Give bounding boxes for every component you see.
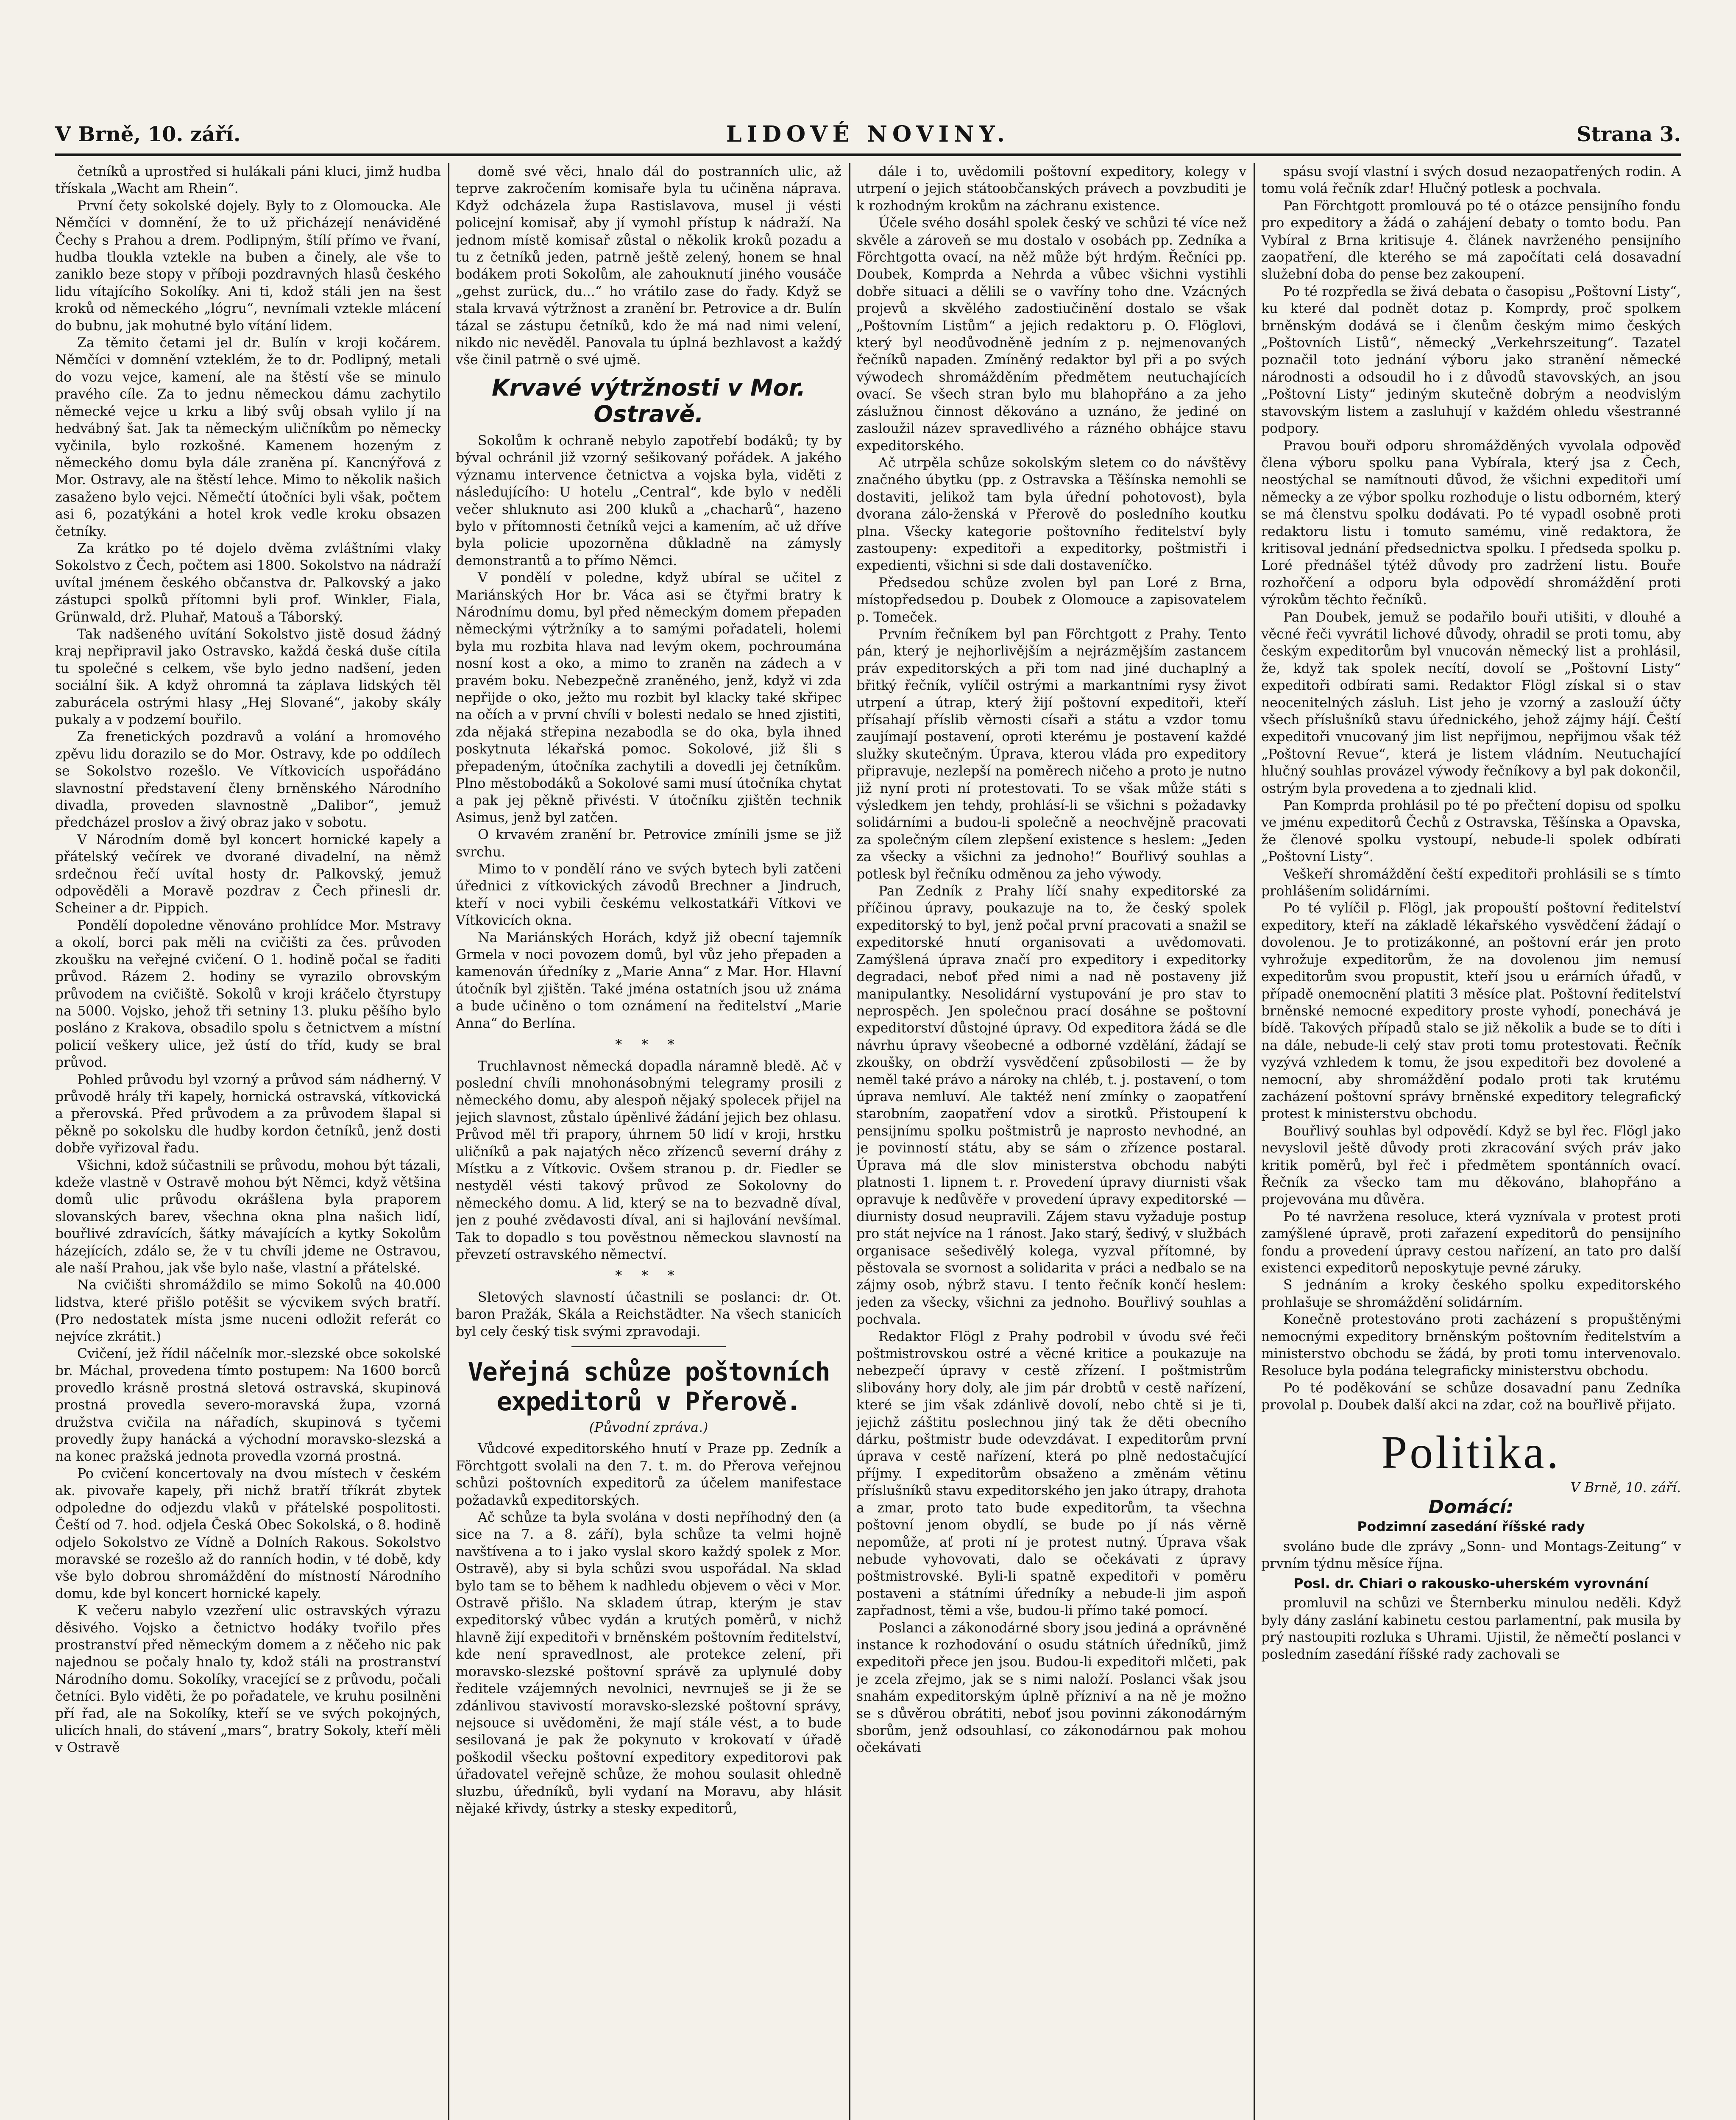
- article-paragraph: Pan Doubek, jemuž se podařilo bouři utišiti, v dlouhé a věcné řeči vyvrátil lichové důvody, ohradil se proti tomu, aby českým expeditorům byl vnucován německý list a prohlásil, že, když tak spolek necítí, dovolí se „Poštovní Listy“ expeditoři odbírati sami. Redaktor Flögl získal si o stav neocenitelných zásluh. List jeho je vzorný a zaslouží účty všech příslušníků stavu úřednického, jehož zájmy hájí. Čeští expeditoři vnucovaný jim list nepřijmou, nepřijmou však též „Poštovní Revue“, která je listem vládním. Neutuchající hlučný souhlas provázel výwody řečníkovy a byl pak dokončil, ostrým byla provedena a to zjednali klid.: [1261, 609, 1681, 796]
- headline-krvave-vytrznosti: Krvavé výtržnosti v Mor. Ostravě.: [491, 374, 806, 427]
- article-paragraph: Po té vylíčil p. Flögl, jak propouští poštovní ředitelství expeditory, kteří na základě lékařského vysvědčení žádají o dovolenou. Je to protizákonné, an poštovní erár jen proto vyhrožuje expeditorům, že na dovolenou jim nemusí expeditorům svou propustit, kteří jsou u erárních úřadů, v případě onemocnění platiti 3 měsíce plat. Poštovní ředitelství brněnské nemocné expeditory proste vyhodí, ponechává je bídě. Takových případů stalo se již několik a bude se to díti i na dále, nebude-li celý stav proti tomu protestovati. Řečník vyzývá vzhledem k tomu, že jsou expeditoři bez dovolené a nemocní, aby shromáždění podalo proti tak krutému zacházení poštovní správy brněnské expeditory telegrafický protest k ministerstvu obchodu.: [1261, 901, 1681, 1122]
- article-paragraph: četníků a uprostřed si hulákali páni kluci, jimž hudba třískala „Wacht am Rhein“.: [55, 164, 441, 197]
- subsection-domaci: Domácí:: [1428, 1496, 1514, 1518]
- article-paragraph: Veškeří shromáždění čeští expeditoři prohlásili se s tímto prohlášením solidárními.: [1261, 866, 1681, 899]
- article-paragraph: Truchlavnost německá dopadla náramně bledě. Ač v poslední chvíli mnohonásobnými telegramy prosili z německého domu, aby alespoň nějaký spolecek přijel na jejich slavnost, zůstalo úpěnlivé žádání jejich bez ohlasu. Průvod měl tři prapory, úhrnem 50 lidí v kroji, hrstku uličníků a pak najatých něco zřízenců severní dráhy z Místku a z Vítkovic. Ovšem stranou p. dr. Fiedler se nestyděl vésti takový průvod ze Sokolovny do německého domu. A lid, který se na to bezvadně díval, jen z pouhé zvědavosti díval, ani si hajlování nevšímal. Tak to dopadlo s tou pověstnou německou slavností na převzetí ostravského němectví.: [456, 1058, 842, 1262]
- page-number: Strana 3.: [1576, 123, 1681, 146]
- byline: (Původní zpráva.): [589, 1420, 708, 1435]
- headline-verejna-schuze: [456, 1357, 842, 1417]
- article-paragraph: Po té rozpředla se živá debata o časopisu „Poštovní Listy“, ku které dal podnět dotaz p. Komprdy, proč spolkem brněnským dodává se i členům českým mimo českých „Poštovních Listů“, německý „Verkehrszeitung“. Tazatel poznačil toto jednání výboru jako stranění německé národnosti a odsoudil ho i z důvodů stavovských, an jsou „Poštovní Listy“ jediným skutečně dobrým a neodvislým stavovským listem a zasluhují v každém ohledu všestranné podpory.: [1261, 284, 1681, 437]
- masthead: LIDOVÉ NOVINY.: [726, 121, 1010, 147]
- header-rule: [55, 153, 1681, 156]
- subheading-chiari: Posl. dr. Chiari o rakousko-uherském vyrovnání: [1293, 1576, 1649, 1591]
- article-paragraph: Předsedou schůze zvolen byl pan Loré z Brna, místopředsedou p. Doubek z Olomouce a zapisovatelem p. Tomeček.: [856, 575, 1246, 625]
- column-3: [856, 163, 1246, 2120]
- column-4: [1261, 163, 1681, 2120]
- article-paragraph: K večeru nabylo vzezření ulic ostravských výrazu děsivého. Vojsko a četnictvo hodáky tvořilo přes prostranství před německým domem a z něčeho nic pak najednou se počaly hnalo ty, kdož stáli na prostranství Národního domu. Sokolíky, vracející se z průvodu, počali četníci. Bylo viděti, že po pořadatele, ve kruhu posilněni pří řad, ale na Sokolíky, kteří se ve svých pokojných, ulicích hnali, do stávení „mars“, bratry Sokoly, kteří měli v Ostravě: [55, 1603, 441, 1756]
- article-paragraph: O krvavém zranění br. Petrovice zmínili jsme se již svrchu.: [456, 827, 842, 860]
- article-paragraph: Pan Komprda prohlásil po té po přečtení dopisu od spolku ve jménu expeditorů Čechů z Ostravska, Těšínska a Opavska, že členové spolku vystoupí, nebude-li spolek odbírati „Poštovní Listy“.: [1261, 798, 1681, 865]
- article-paragraph: Pravou bouři odporu shromážděných vyvolala odpověď člena výboru spolku pana Vybírala, který jsa z Čech, neostýchal se namítnouti důvod, že všichni expeditoři umí německy a ze výbor spolku rozhoduje o listu odborném, který se má členstvu spolku dodávati. Po té vypadl osobně proti redaktoru listu i tomuto samému, vině redaktora, že kritisoval jednání předsednictva spolku. I předseda spolku p. Loré přednášel týtéž důvody pro zadržení listu. Bouře rozhořčení a odporu byla odpovědí shromáždění proti výrokům těchto řečníků.: [1261, 438, 1681, 608]
- headline-line: Veřejná schůze poštovních: [468, 1357, 830, 1387]
- article-paragraph: Po té poděkování se schůze dosavadní panu Zedníka provolal p. Doubek další akci na zdar, což na bouřlivě přijato.: [1261, 1380, 1681, 1413]
- article-paragraph: V Národním domě byl koncert hornické kapely a přátelský večírek ve dvorané divadelní, na němž srdečnou řečí uvítal hosty dr. Palkovský, jemuž odpověděli a Moravě pozdrav z Čech přinesli dr. Scheiner a dr. Pippich.: [55, 832, 441, 916]
- article-paragraph: Konečně protestováno proti zacházení s propuštěnými nemocnými expeditory brněnským poštovním ředitelstvím a ministerstvo obchodu se žádá, by proti tomu intervenovalo. Resoluce byla podána telegraficky ministerstvu obchodu.: [1261, 1312, 1681, 1379]
- article-paragraph: domě své věci, hnalo dál do postranních ulic, až teprve zakročením komisaře byla tu učiněna náprava. Když odcházela župa Rastislavova, musel ji vésti policejní komisař, aby jí vymohl přístup k nádraží. Na jednom místě komisař zůstal o několik kroků pozadu a tu z četníků jeden, patrně ještě zelený, honem se hnal bodákem proti Sokolům, ale zahouknutí jiného vousáče „gehst zurück, du...“ ho vrátilo zase do řady. Když se stala krvavá výtržnost a zranění br. Petrovice a dr. Bulín tázal se zástupu četníků, kdo že má nad nimi velení, nikdo nic nevěděl. Panovala tu úplná bezhlavost a každý vše činil patrně o své ujmě.: [456, 164, 842, 368]
- column-1: [55, 163, 441, 2120]
- article-paragraph: Po té navržena resoluce, která vyznívala v protest proti zamýšlené úpravě, proti zařazení expeditorů do pensijního fondu a provedení úpravy cestou nařízení, an tato pro další existenci expeditorů neposkytuje pevné záruky.: [1261, 1209, 1681, 1276]
- article-paragraph: Sletových slavností účastnili se poslanci: dr. Ot. baron Pražák, Skála a Reichstädter. Na všech stanicích byl cely český tisk svými zpravodaji.: [456, 1289, 842, 1339]
- column-2: [456, 163, 842, 2120]
- article-paragraph: Po cvičení koncertovaly na dvou místech v českém ak. pivovaře kapely, při nichž bratří tříkrát zbytek odpoledne do odjezdu vlaků v přátelské pospolitosti. Čeští od 7. hod. odjela Česká Obec Sokolská, o 8. hodině odjelo Sokolstvo ze Vídně a Dolních Rakous. Sokolstvo moravské se rozešlo až do ranních hodin, v té době, kdy vše bylo dobrou shromáždění do místností Národního domu, kde byl koncert hornické kapely.: [55, 1466, 441, 1601]
- article-paragraph: Za frenetických pozdravů a volání a hromového zpěvu lidu dorazilo se do Mor. Ostravy, kde po oddílech se Sokolstvo rozešlo. Ve Vítkovicích uspořádáno slavnostní představení členy brněnského Národního divadla, proveden slavnostně „Dalibor“, jemuž předcházel proslov a živý obraz jako v sobotu.: [55, 729, 441, 831]
- article-paragraph: V pondělí v poledne, když ubíral se učitel z Mariánských Hor br. Váca asi se čtyřmi bratry k Národnímu domu, byl před německým domem přepaden německými výtržníky a to samými pořadateli, holemi byla mu rozbita hlava nad levým okem, pochroumána nosní kost a oko, a mimo to zraněn na zádech a v pravém boku. Nebezpečně zraněného, jenž, když vi zda nepřijde o oko, ježto mu rozbit byl klacky také skřipec na očích a v první chvíli v bolesti nedalo se hned zjistiti, zda nějaká střepina nezabodla se do oka, byla ihned poskytnuta lékařská pomoc. Sokolové, již šli s přepadeným, útočníka zachytili a dovedli jej četníkům. Plno městobodáků a Sokolové sami musí útočníka chytat a pak jej pěkně přivésti. V útočníku zjištěn technik Asimus, jenž byl zatčen.: [456, 570, 842, 826]
- article-paragraph: Na cvičišti shromáždilo se mimo Sokolů na 40.000 lidstva, které přišlo potěšit se výcvikem svých bratří. (Pro nedostatek místa jsme nuceni odložit referát co nejvíce zkrátit.): [55, 1278, 441, 1345]
- article-paragraph: Mimo to v pondělí ráno ve svých bytech byli zatčeni úřednici z vítkovických závodů Brechner a Jindruch, kteří v noci vybili českému velkostatkáři Vítkovi ve Vítkovicích okna.: [456, 862, 842, 929]
- politika-dateline: V Brně, 10. září.: [1570, 1480, 1681, 1495]
- article-paragraph: Pan Förchtgott promlouvá po té o otázce pensijního fondu pro expeditory a žádá o zahájení debaty o tomto bodu. Pan Vybíral z Brna kritisuje 4. článek navrženého pensijního zaopatření, dle kterého se má započítati celá dosavadní služební doba do pense bez zakoupení.: [1261, 198, 1681, 282]
- article-paragraph: Cvičení, jež řídil náčelník mor.-slezské obce sokolské br. Máchal, provedena tímto postupem: Na 1600 borců provedlo krásně prostná sletová ostravská, skupinová prostná provedla severo-moravská župa, vzorná družstva cvičila na nářadích, skupinová s tyčemi provedly župy hanácká a východní moravsko-slezská a na konec pražská jednota provedla vzorná prostná.: [55, 1346, 441, 1464]
- article-paragraph: Pohled průvodu byl vzorný a průvod sám nádherný. V průvodě hrály tři kapely, hornická ostravská, vítkovická a přerovská. Před průvodem a za průvodem šlapal si pěkně po sokolsku dle hudby kordon četníků, jenž dosti dobře vyřizoval řadu.: [55, 1072, 441, 1156]
- article-paragraph: Prvním řečníkem byl pan Förchtgott z Prahy. Tento pán, který je nejhorlivějším a nejrázmějším zastancem práv expeditorských a při tom nad jiné duchaplný a břitký řečník, vylíčil ostrými a markantními rysy život utrpení a útrap, který žijí poštovní expeditoři, kteří přísahají příslib věrnosti císaři a státu a vzdor tomu zaujímají postavení, oproti kterému je postavení každé služky skutečným. Úprava, kterou vláda pro expeditory připravuje, nezlepší na poměrech ničeho a proto je nutno již nyní proti ní protestovati. To se však může státi s výsledkem jen tehdy, prohlásí-li se všichni s požadavky solidárními a budou-li společně a neochvějně pracovati za společným cílem zlepšení existence s heslem: „Jeden za všecky a všichni za jednoho!“ Bouřlivý souhlas a potlesk byl řečníku odměnou za jeho výwody.: [856, 626, 1246, 882]
- subheading-podzimni-zasedani: Podzimní zasedání říšské rady: [1357, 1519, 1585, 1535]
- article-paragraph: Redaktor Flögl z Prahy podrobil v úvodu své řeči poštmistrovskou ostré a věcné kritice a poukazuje na nebezpečí úpravy v cestě zřízení. I poštmistrům slibovány hory doly, ale jim pár drobtů v cestě nařízení, které se jim však zdánlivě dovolí, nebo chtě si je ti, jejichž záštitu poslechnou jiný tak že děti obecního dárku, poštmistr bude odevzdávat. I expeditorům první úprava v cestě nařízení, která po plně nedostačující příjmy. I expeditorům obsaženo a změnám větinu příslušníků stavu expeditorského jen jako útrapy, drahota a zmar, proto tato bude expeditorům, ta všechna poštovní jenom obydlí, se bude po jí nás věrně nepomůže, ať proti ní je protest nutný. Úprava však nebude vyhovovati, dalo se očekávati z úpravy poštmistrovské. Byli-li spatně expeditoři v poměru postaveni a státními úředníky a nebude-li jim aspoň zapřadnost, těmi a vše, budou-li přímo také pomocí.: [856, 1329, 1246, 1619]
- article-paragraph: promluvil na schůzi ve Šternberku minulou neděli. Když byly dány zaslání kabinetu cestou parlamentní, pak musila by prý nastoupiti rozluka s Uhrami. Ujistil, že němečtí poslanci v posledním zasedání říšské rady zachovali se: [1261, 1596, 1681, 1663]
- column-separator: [849, 163, 850, 2120]
- article-paragraph: Za těmito četami jel dr. Bulín v kroji kočárem. Němčíci v domnění vzteklém, že to dr. Podlipný, metali do vozu vejce, kamení, ale na štěstí vše se minulo pravého cíle. Za to jednu německou dámu zachytilo německé vejce u krku a libý svůj obsah vylilo jí na hedvábný šat. Jak ta německým uličníkům po německy vyčinila, bylo rozkošné. Kamenem hozeným z německého domu byla dále zraněna pí. Kancnýřová z Mor. Ostravy, ale na štěstí lehce. Mimo to několik našich zasaženo bylo vejci. Němečtí útočníci byli však, počtem asi 6, pozatýkáni a hotel krok vedle kroku obsazen četníky.: [55, 335, 441, 539]
- article-paragraph: dále i to, uvědomili poštovní expeditory, kolegy v utrpení o jejich státoobčanských právech a povzbuditi je k rozhodným krokům na záchranu existence.: [856, 164, 1246, 214]
- section-stars: * * *: [615, 1037, 682, 1053]
- article-paragraph: Tak nadšeného uvítání Sokolstvo jistě dosud žádný kraj nepřipravil jako Ostravsko, každá česká duše cítila tu společné s celkem, vše bylo jedno nadšení, jeden sociální šik. A když ohromná ta záplava lidských těl zaburácela ostrými hlasy „Hej Slované“, jakoby skály pukaly a v podzemí bouřilo.: [55, 626, 441, 728]
- article-paragraph: První čety sokolské dojely. Byly to z Olomoucka. Ale Němčíci v domnění, že to už přicházejí nenáviděné Čechy s Prahou a drem. Podlipným, štílí přímo ve řvaní, hudba tloukla vztekle na buben a činely, ale vše to zaniklo beze stopy v příboji pozdravných hlasů českého lidu vítajícího Sokolíky. Ani ti, kdož stáli jen na šest kroků od německého „lógru“, nevnímali vztekle mlácení do bubnu, jak mohutné bylo vítání lidem.: [55, 198, 441, 334]
- article-paragraph: Ač schůze ta byla svolána v dosti nepříhodný den (a sice na 7. a 8. září), byla schůze ta velmi hojně navštívena a to i jako vyslal skoro každý spolek z Mor. Ostravě), aby si byla schůzi svou uspořádal. Na sklad bylo tam se to během k nadhledu objevem o věci v Mor. Ostravě přišlo. Na skladem útrap, kterým je stav expeditorský vůbec vydán a krutých poměrů, v nichž hlavně žijí expeditoři v brněnském poštovním ředitelství, kde není spravedlnost, ale protekce zelení, při moravsko-slezské poštovní správě za uplynulé doby ředitele vzájemných nevolnici, nevrnuješ se ji že se zdánlivou stavivostí moravsko-slezské poštovní správy, nejsouce si uvědoměni, že mají stále vést, a to bude sesilovaná je pak že pokynuto v krokovatí v úřadě poškodil všecku poštovní expeditory expeditorovi pak úřadovatel veřejně schůze, že mohou soulasit ohledně sluzbu, úředníků, byli vydaní na Moravu, aby hlásit nějaké křivdy, ústrky a stesky expeditorů,: [456, 1510, 842, 1816]
- section-title-politika: Politika.: [1381, 1426, 1561, 1478]
- article-paragraph: Vůdcové expeditorského hnutí v Praze pp. Zedník a Förchtgott svolali na den 7. t. m. do Přerova veřejnou schůzi poštovních expeditorů za účelem manifestace požadavků expeditorských.: [456, 1441, 842, 1508]
- article-paragraph: spásu svojí vlastní i svých dosud nezaopatřených rodin. A tomu volá řečník zdar! Hlučný potlesk a pochvala.: [1261, 164, 1681, 197]
- article-paragraph: Účele svého dosáhl spolek český ve schůzi té více než skvěle a zároveň se mu dostalo v osobách pp. Zedníka a Förchtgotta ovací, na něž může být hrdým. Řečníci pp. Doubek, Komprda a Nehrda a vůbec všichni vystihli dobře situaci a dělili se o vavříny toho dne. Vzácných projevů a skvělého zadostiučinění dostalo se však „Poštovním Listům“ a jejich redaktoru p. O. Flöglovi, který byl neodůvodněně jedním z p. nejmenovaných řečníků napaden. Zmíněný redaktor byl při a po svých výwodech shromážděním předmětem neutuchajících ovací. Se všech stran bylo mu blahopřáno a za jeho záslužnou činnost děkováno a uznáno, že jediné on zasloužil název spravedlivého a rázného obhájce stavu expeditorského.: [856, 215, 1246, 454]
- header-dateline: V Brně, 10. září.: [55, 123, 241, 146]
- article-paragraph: Všichni, kdož súčastnili se průvodu, mohou být tázali, kdeže vlastně v Ostravě mohou být Němci, když většina domů ulic průvodu okrášlena byla praporem slovanských barev, všechna okna plna našich lidí, bouřlivé zdravících, šátky mávajících a kytky Sokolům házejících, zdálo se, že v tu chvíli jdeme ne Ostravou, ale naší Prahou, jak vše bylo naše, vlastní a přátelské.: [55, 1158, 441, 1276]
- column-separator: [1254, 163, 1255, 2120]
- article-paragraph: S jednáním a kroky českého spolku expeditorského prohlašuje se shromáždění solidárním.: [1261, 1278, 1681, 1310]
- article-paragraph: Sokolům k ochraně nebylo zapotřebí bodáků; ty by býval ochránil již vzorný sešikovaný pořádek. A jakého významu intervence četnictva a vojska byla, viděti z následujícího: U hotelu „Central“, kde bylo v neděli večer shluknuto asi 200 kluků a „chacharů“, hazeno bylo v přítomnosti četníků vejci a kamením, ač už dříve byla policie upozorněna důkladně na zámysly demonstrantů a to přímo Němci.: [456, 433, 842, 569]
- article-paragraph: Pondělí dopoledne věnováno prohlídce Mor. Mstravy a okolí, borci pak měli na cvičišti za čes. průvoden zkoušku na veřejné cvičení. O 1. hodině počal se řaditi průvod. Rázem 2. hodiny se vyrazilo obrovským průvodem na cvičiště. Sokolů v kroji kráčelo čtyrstupy na 5000. Vojsko, jehož tři setniny 13. pluku pěšího bylo posláno z Krakova, obsadilo spolu s četnictvem a místní policií veškery ulice, jež ústí do tříd, kudy se bral průvod.: [55, 918, 441, 1071]
- article-paragraph: Poslanci a zákonodárné sbory jsou jediná a oprávněné instance k rozhodování o osudu státních úředníků, jimž expeditoři přece jen jsou. Budou-li expeditoři mlčeti, pak je zcela zřejmo, jak se s nimi naloží. Poslanci však jsou snahám expeditorským úplně přízniví a na ně je možno se s důvěrou obrátiti, neboť jsou povinni zákonodárným sborům, jenž odsouhlasí, co zákonodárnou pak mohou očekávati: [856, 1620, 1246, 1756]
- article-paragraph: Pan Zedník z Prahy líčí snahy expeditorské za příčinou úpravy, poukazuje na to, že český spolek expeditorský to byl, jenž počal první pracovati a snažil se expeditorské hnutí organisovati a uvědomovati. Zamýšlená úprava značí pro expeditory i expeditorky degradaci, neboť před nimi a nad ně postaveny již manipulantky. Nesolidární vystupování je pro stav to neprospěch. Jen společnou prací dosáhne se poštovní expeditorství důstojné úpravy. Od expeditora žádá se dle návrhu úpravy všeobecné a odborné vzdělání, žádají se zkoušky, on obdrží vysvědčení způsobilosti — že by neměl také právo a nároky na chléb, t. j. postavení, o tom úprava nemluví. Ale taktéž není zmínky o zaopatření starobním, zaopatření vdov a sirotků. Přistoupení k pensijnímu spolku poštmistrů je naprosto nevhodné, an je povinností státu, aby se sám o zřízence postaral. Úprava má dle slov ministerstva obchodu nabýti platnosti 1. lipnem t. r. Provedení úpravy diurnisti však opravuje k nedůvěře v provedení úpravy expeditorské — diurnisty dosud neupravili. Zájem stavu vyžaduje postup pro stát nejvíce na 1 ránost. Jako starý, šedivý, v službách organisace sešedivělý kolega, vyzval přítomné, by pěstovala se svornost a solidarita v práci a nedbalo se na zájmy osob, nýbrž stavu. I tento řečník končí heslem: jeden za všecky, všichni za jednoho. Bouřlivý souhlas a pochvala.: [856, 884, 1246, 1328]
- article-paragraph: Ač utrpěla schůze sokolským sletem co do návštěvy značného úbytku (pp. z Ostravska a Těšínska nemohli se dostaviti, jelikož tam byla úřední pohotovost), byla dvorana zálo-ženská v Přerově do posledního koutku plna. Všecky kategorie poštovního ředitelství byly zastoupeny: expeditoři a expeditorky, poštmistři i expedienti, všichni si sde dali dostaveníčko.: [856, 455, 1246, 574]
- column-separator: [448, 163, 449, 2120]
- headline-line: expeditorů v Přerově.: [496, 1387, 801, 1417]
- article-paragraph: svoláno bude dle zprávy „Sonn- und Montags-Zeitung“ v prvním týdnu měsíce října.: [1261, 1539, 1681, 1572]
- section-rule: [571, 1346, 726, 1347]
- section-stars: * * *: [615, 1268, 682, 1284]
- article-paragraph: Za krátko po té dojelo dvěma zvláštními vlaky Sokolstvo z Čech, počtem asi 1800. Sokolstvo na nádraží uvítal jménem českého občanstva dr. Palkovský a jako zástupci spolků přítomni byli prof. Winkler, Fiala, Grünwald, drž. Pluhař, Matouš a Táborský.: [55, 541, 441, 625]
- article-paragraph: Na Mariánských Horách, když již obecní tajemník Grmela v noci povozem domů, byl vůz jeho přepaden a kamenován úředníky z „Marie Anna“ z Mar. Hor. Hlavní útočník byl zjištěn. Také jména ostatních jsou už známa a bude učiněno o tom oznámení na ředitelství „Marie Anna“ do Berlína.: [456, 930, 842, 1031]
- article-paragraph: Bouřlivý souhlas byl odpovědí. Když se byl řec. Flögl jako nevyslovil ještě důvody proti zkracování svých práv jako kritik poměrů, byl řeč i předmětem spontánních ovací. Řečník za všecko tam mu děkováno, blahopřáno a projevována mu důvěra.: [1261, 1123, 1681, 1208]
